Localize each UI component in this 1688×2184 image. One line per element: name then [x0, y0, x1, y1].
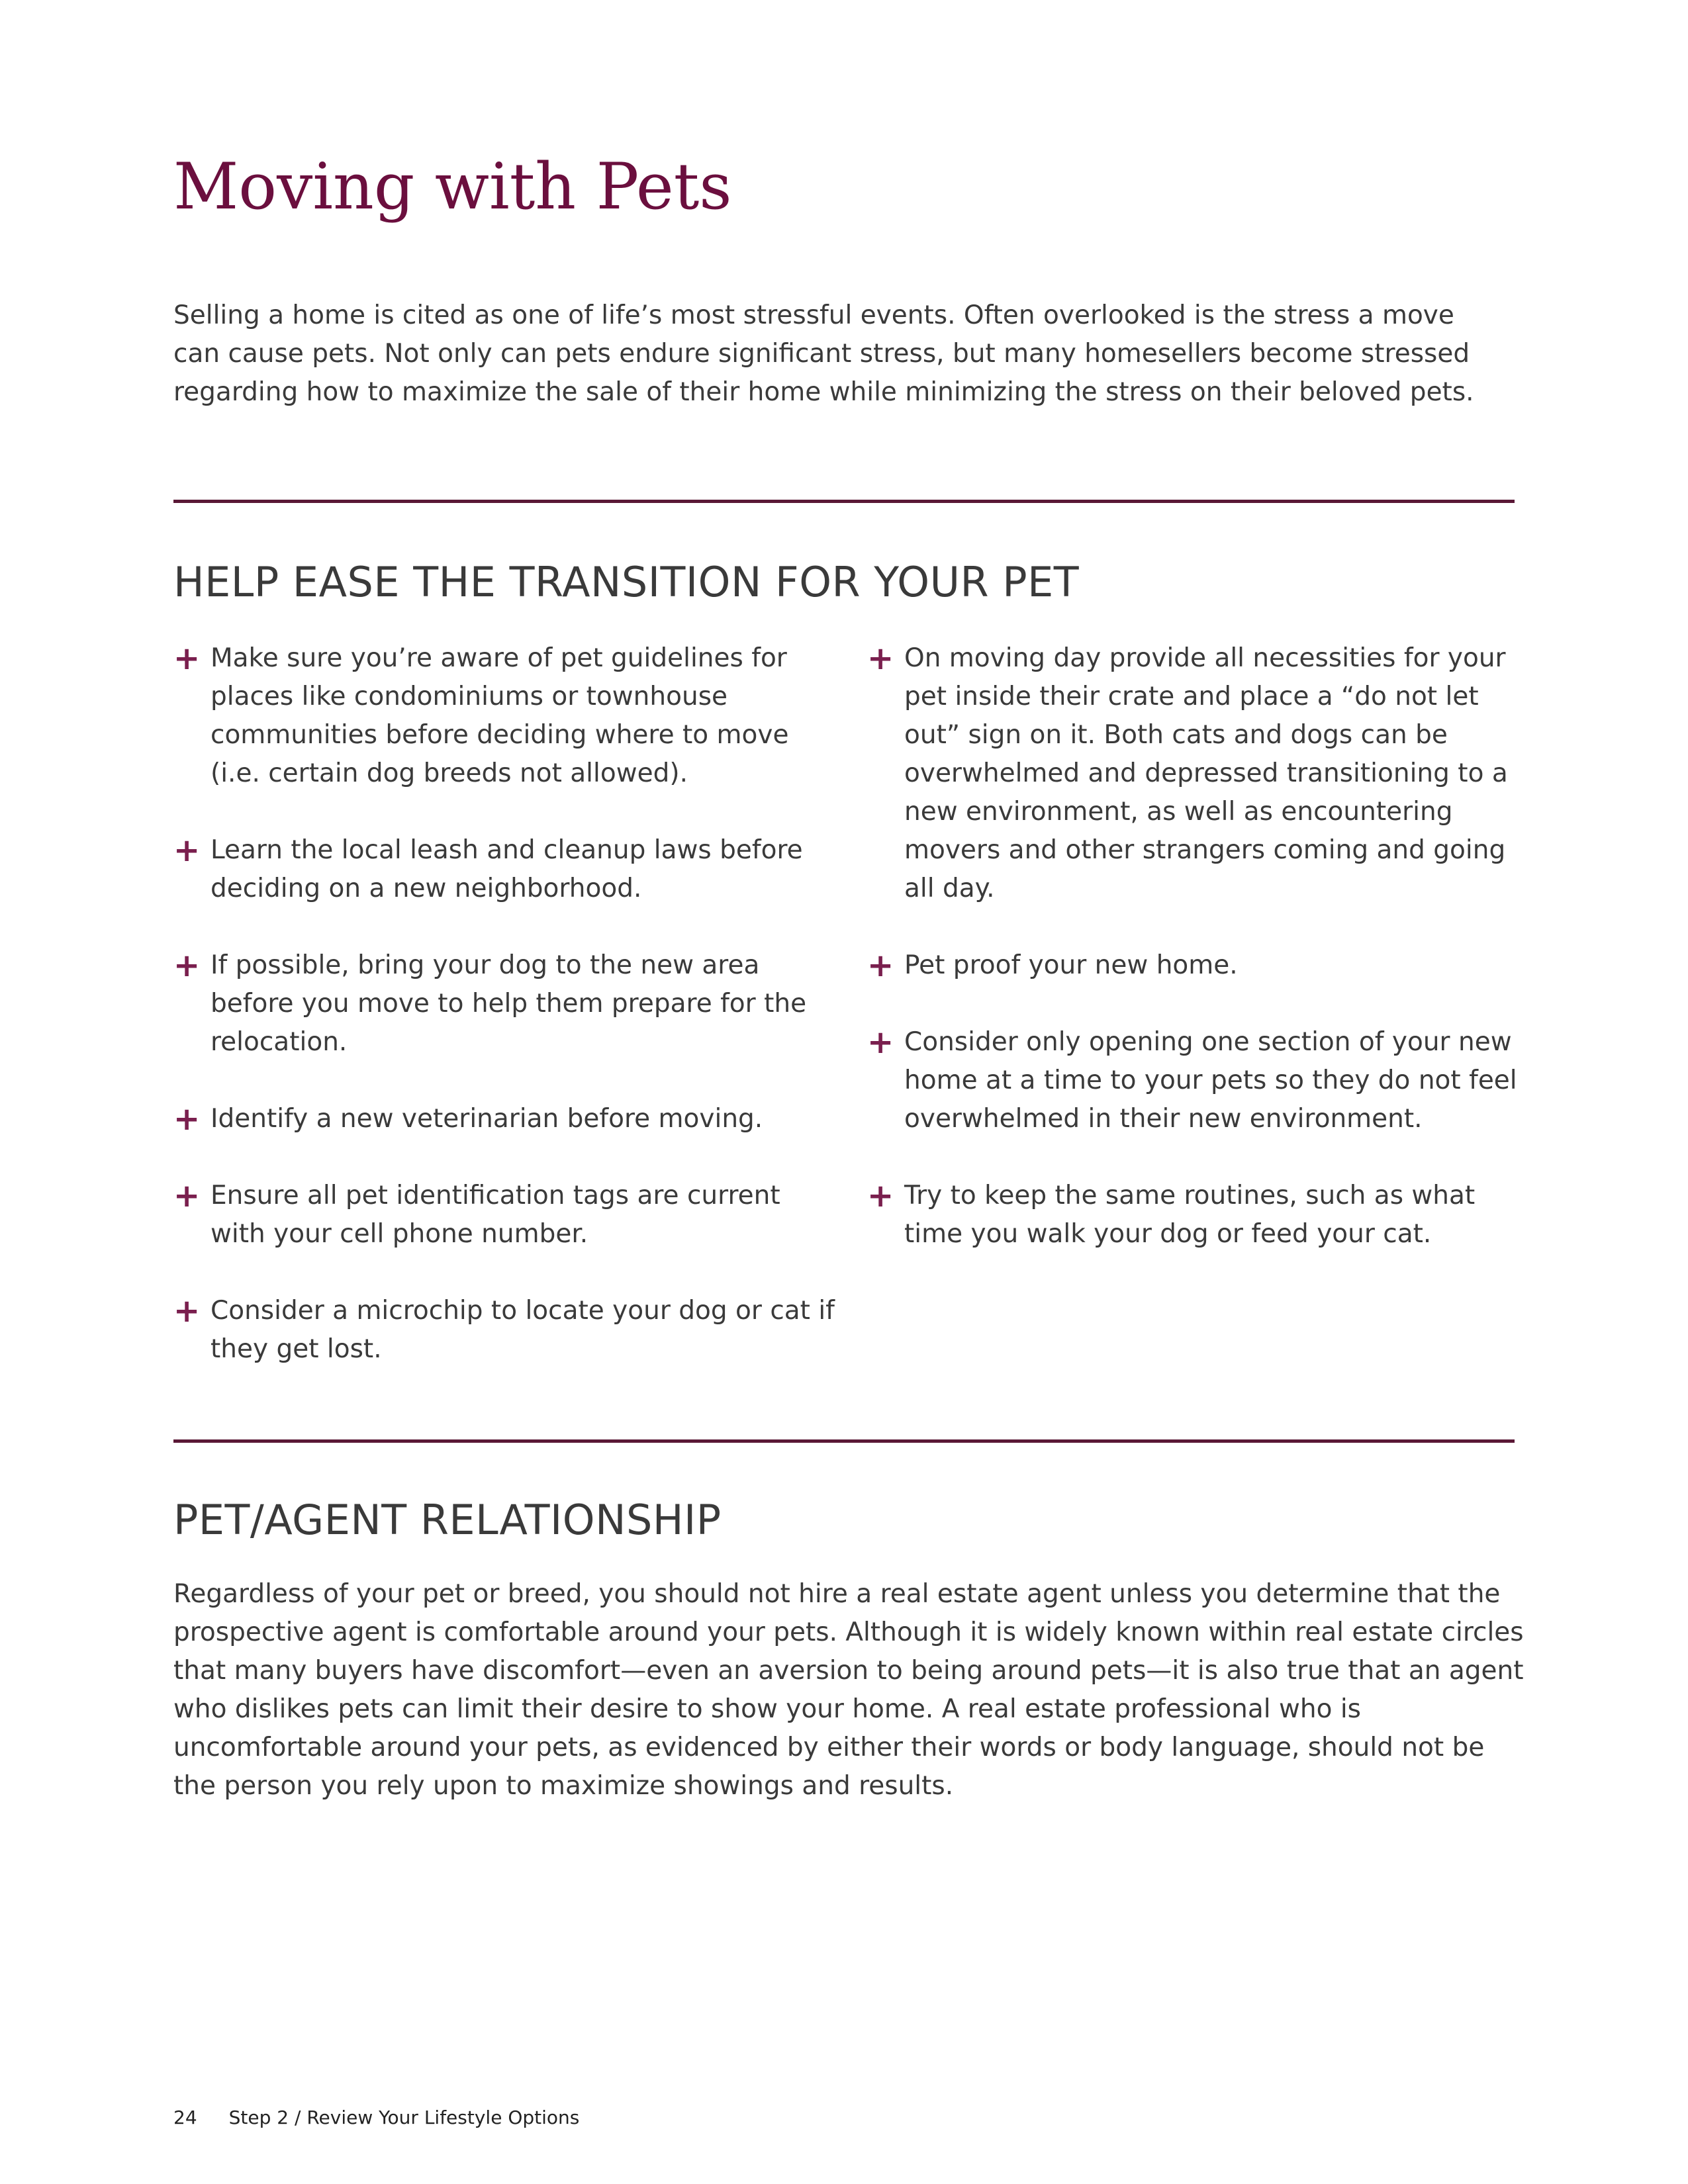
bullet-list-right	[867, 639, 1529, 1292]
bullet-list-left	[173, 639, 835, 1407]
list-item-text: On moving day provide all necessities for your pet inside their crate and place a “do not let out” sign on it. Both cats and dogs can be overwhelmed and depressed transitioning to a new environment, as well as encountering movers and other strangers coming and going all day.	[904, 643, 1508, 903]
plus-icon: +	[867, 1024, 894, 1061]
plus-icon: +	[867, 1177, 894, 1214]
list-item	[173, 1100, 835, 1138]
page-number: 24	[173, 2107, 197, 2128]
list-item	[867, 946, 1529, 985]
list-item-text: Try to keep the same routines, such as what time you walk your dog or feed your cat.	[904, 1181, 1476, 1249]
section-divider-top	[173, 500, 1515, 503]
plus-icon: +	[173, 640, 201, 677]
section-heading-transition: HELP EASE THE TRANSITION FOR YOUR PET	[173, 558, 1080, 606]
plus-icon: +	[173, 947, 201, 984]
list-item-text: Pet proof your new home.	[904, 950, 1238, 980]
plus-icon: +	[867, 640, 894, 677]
footer-label: Step 2 / Review Your Lifestyle Options	[228, 2107, 580, 2128]
list-item	[173, 946, 835, 1062]
page-title: Moving with Pets	[173, 150, 732, 224]
list-item	[867, 639, 1529, 908]
plus-icon: +	[867, 947, 894, 984]
list-item-text: If possible, bring your dog to the new area before you move to help them prepare for the relocation.	[211, 950, 807, 1057]
relationship-paragraph: Regardless of your pet or breed, you should not hire a real estate agent unless you determine that the prospective agent is comfortable around your pets. Although it is widely known within real estate circles that many buyers have discomfort—even an aversion to being around pets—it is also true that an agent who dislikes pets can limit their desire to show your home. A real estate professional who is uncomfortable around your pets, as evidenced by either their words or body language, should not be the person you rely upon to maximize showings and results.	[173, 1579, 1524, 1801]
intro-paragraph: Selling a home is cited as one of life’s most stressful events. Often overlooked is the stress a move can cause pets. Not only can pets endure significant stress, but many homesellers become stressed regarding how to maximize the sale of their home while minimizing the stress on their beloved pets.	[173, 300, 1474, 407]
list-item-text: Consider only opening one section of your new home at a time to your pets so they do not feel overwhelmed in their new environment.	[904, 1027, 1517, 1134]
plus-icon: +	[173, 1177, 201, 1214]
section-heading-relationship: PET/AGENT RELATIONSHIP	[173, 1496, 722, 1544]
list-item	[867, 1023, 1529, 1138]
list-item-text: Learn the local leash and cleanup laws before deciding on a new neighborhood.	[211, 835, 803, 903]
list-item-text: Make sure you’re aware of pet guidelines for places like condominiums or townhouse communities before deciding where to move (i.e. certain dog breeds not allowed).	[211, 643, 789, 788]
list-item	[173, 831, 835, 908]
plus-icon: +	[173, 832, 201, 869]
plus-icon: +	[173, 1101, 201, 1138]
page-footer	[173, 2105, 579, 2131]
list-item	[173, 1292, 835, 1369]
list-item	[173, 1177, 835, 1253]
list-item-text: Identify a new veterinarian before moving.	[211, 1104, 763, 1134]
list-item-text: Consider a microchip to locate your dog or cat if they get lost.	[211, 1296, 835, 1364]
list-item	[173, 639, 835, 793]
list-item-text: Ensure all pet identification tags are current with your cell phone number.	[211, 1181, 780, 1249]
list-item	[867, 1177, 1529, 1253]
plus-icon: +	[173, 1293, 201, 1330]
section-divider-bottom	[173, 1439, 1515, 1443]
